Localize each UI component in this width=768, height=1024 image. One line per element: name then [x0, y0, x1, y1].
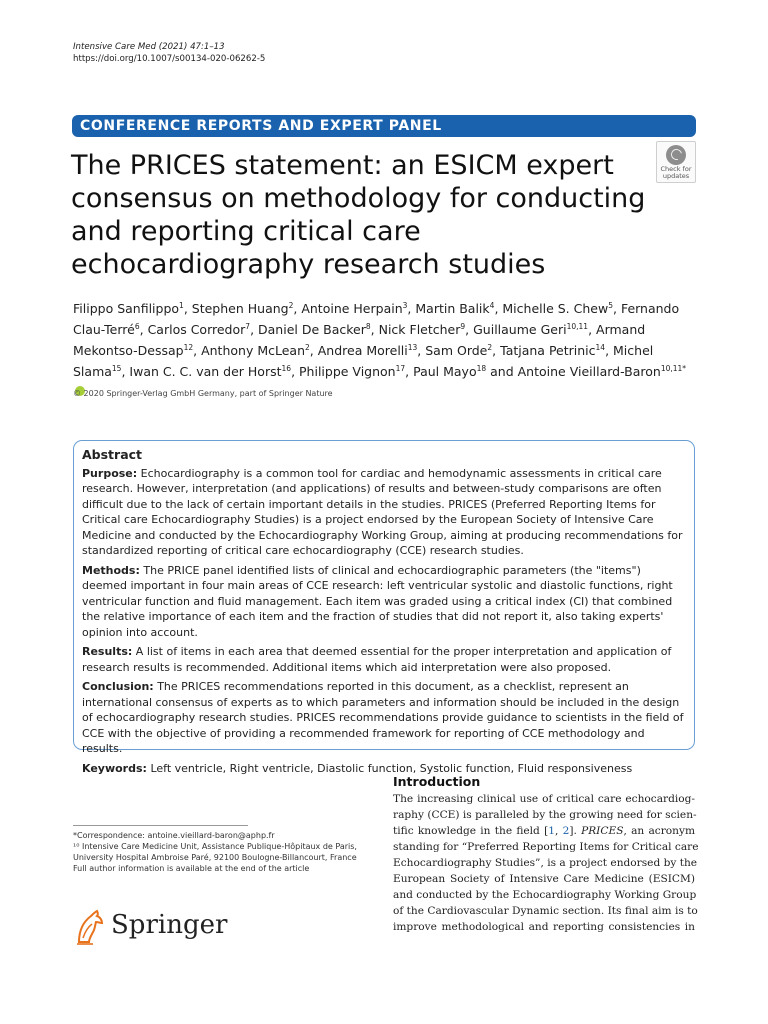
abstract-keywords — [82, 761, 688, 777]
check-badge-line2: updates — [662, 172, 690, 180]
affiliation-10-line1: ¹⁰ Intensive Care Medicine Unit, Assistance Publique-Hôpitaux de Paris, — [73, 842, 357, 851]
abstract-purpose — [82, 466, 688, 559]
introduction-heading: Introduction — [393, 774, 481, 789]
intro-line: European Society of Intensive Care Medicine (ESICM) — [393, 873, 695, 885]
author-affiliation: 6 — [134, 322, 140, 332]
author-name[interactable]: Nick Fletcher — [378, 322, 461, 338]
footnote-divider — [73, 825, 248, 826]
author-affiliation: 4 — [489, 301, 495, 310]
intro-line: and conducted by the Echocardiography Working Group — [393, 889, 697, 901]
results-label: Results: — [82, 645, 133, 658]
author-name[interactable]: Anthony McLean — [201, 343, 305, 359]
journal-header — [73, 41, 265, 65]
author-name[interactable]: Daniel De Backer — [258, 322, 366, 338]
author-affiliation: 8 — [365, 322, 371, 332]
author-name[interactable]: Filippo Sanfilippo — [73, 301, 180, 317]
footnotes — [73, 830, 357, 874]
intro-line: Echocardiography Studies”, is a project endorsed by the — [393, 857, 698, 869]
citation-link[interactable]: 1 — [548, 825, 555, 837]
author-name[interactable]: Tatjana Petrinic — [500, 343, 596, 359]
keywords-label: Keywords: — [82, 761, 147, 775]
author-affiliation: 1 — [179, 301, 184, 310]
intro-line: The increasing clinical use of critical care echocardiog- — [393, 793, 695, 805]
author-name[interactable]: Antoine Herpain — [301, 301, 403, 317]
purpose-label: Purpose: — [82, 466, 138, 480]
author-affiliation: 10,11* — [660, 364, 687, 374]
intro-line: of the Cardiovascular Dynamic section. Its final aim is to — [393, 905, 698, 917]
author-name[interactable]: Philippe Vignon — [299, 364, 396, 380]
doi-link[interactable]: https://doi.org/10.1007/s00134-020-06262-5 — [73, 54, 266, 64]
prices-acronym: PRICES — [581, 825, 624, 837]
check-badge-line1: Check for — [660, 165, 692, 173]
author-affiliation: 17 — [395, 364, 406, 374]
journal-citation: Intensive Care Med (2021) 47:1–13 — [73, 42, 225, 52]
author-name[interactable]: Andrea Morelli — [317, 343, 408, 359]
author-name[interactable]: Paul Mayo — [413, 364, 477, 380]
author-name[interactable]: Stephen Huang — [191, 301, 289, 317]
abstract-methods — [82, 563, 688, 641]
author-name[interactable]: Carlos Corredor — [147, 322, 246, 338]
author-name[interactable]: Michelle S. Chew — [502, 301, 609, 317]
section-banner-label: CONFERENCE REPORTS AND EXPERT PANEL — [80, 118, 442, 134]
crossmark-icon — [666, 145, 686, 165]
springer-horse-logo — [73, 908, 107, 946]
intro-line: tific knowledge in the field [1, 2]. PRICES, an acronym — [393, 825, 695, 837]
and-word: and — [486, 364, 518, 380]
author-affiliation: 18 — [476, 364, 487, 374]
author-affiliation: 3 — [402, 301, 408, 310]
abstract-heading: Abstract — [82, 447, 143, 462]
keywords-text: Left ventricle, Right ventricle, Diastolic function, Systolic function, Fluid responsiveness — [150, 761, 633, 775]
author-affiliation: 5 — [608, 301, 613, 310]
author-affiliation: 12 — [183, 343, 194, 353]
author-name[interactable]: Armand Mekontso-Dessap — [73, 322, 646, 359]
check-for-updates-badge[interactable] — [656, 141, 696, 183]
author-affiliation: 14 — [595, 343, 606, 353]
author-affiliation: 15 — [111, 364, 122, 374]
results-text: A list of items in each area that deemed essential for the proper interpretation and application of research results is recommended. Additional items which aid interpretation were also proposed. — [82, 645, 672, 674]
citation-link[interactable]: 2 — [562, 825, 570, 837]
author-affiliation: 2 — [305, 343, 310, 353]
correspondence-email[interactable]: *Correspondence: antoine.vieillard-baron@aphp.fr — [73, 831, 275, 840]
author-affiliation: 7 — [245, 322, 251, 332]
purpose-text: Echocardiography is a common tool for cardiac and hemodynamic assessments in critical care research. However, interpretation (and applications) of results and between-study comparisons are often difficult due to the lack of certain important details in the studies. PRICES (Preferred Reporting Items for Critical care Echocardiography Studies) is a project endorsed by the European Society of Intensive Care Medicine and conducted by the Echocardiography Working Group, aiming at producing recommendations for standardized reporting of critical care echocardiography (CCE) research studies. — [82, 466, 683, 557]
author-name[interactable]: Fernando Clau-Terré — [73, 301, 680, 338]
abstract-results — [82, 644, 688, 675]
intro-line: raphy (CCE) is paralleled by the growing need for scien- — [393, 809, 697, 821]
author-name[interactable]: Iwan C. C. van der Horst — [129, 364, 282, 380]
intro-line: standing for “Preferred Reporting Items for Critical care — [393, 841, 699, 853]
full-author-info-note: Full author information is available at the end of the article — [73, 864, 310, 873]
author-name[interactable]: Michel Slama — [73, 343, 654, 380]
author-affiliation: 10,11 — [566, 322, 589, 332]
author-affiliation: 2 — [288, 301, 294, 310]
copyright-notice: © 2020 Springer-Verlag GmbH Germany, part of Springer Nature — [73, 389, 333, 398]
author-list: Filippo Sanfilippo$^1$, Stephen Huang$^2$, Antoine Herpain$^3$, Martin Balik$^4$, Michelle S. Chew$^5$, Fernando Clau-Terré$^6$, Carlos Corredor$^7$, Daniel De Backer$^8$, Nick Fletcher$^9$, Guillaume Geri$^{10,11}$, Armand Mekontso-Dessap$^{12}$, Anthony McLean$^2$, Andrea Morelli$^{13}$, Sam Orde$^2$, Tatjana Petrinic$^{14}$, Michel Slama$^{15}$, Iwan C. C. van der Horst$^{16}$, Philippe Vignon$^{17}$, Paul Mayo$^{18}$ and Antoine Vieillard-Baron$^{10,11*}$ — [73, 297, 698, 400]
affiliation-10-line2: University Hospital Ambroise Paré, 92100 Boulogne-Billancourt, France — [73, 853, 357, 862]
methods-label: Methods: — [82, 563, 140, 577]
author-affiliation: 9 — [460, 322, 466, 332]
author-affiliation: 2 — [487, 343, 493, 353]
conclusion-label: Conclusion: — [82, 680, 154, 693]
article-title: The PRICES statement: an ESICM expert consensus on methodology for conducting and reporting critical care echocardiography research studies — [71, 150, 646, 280]
intro-line: improve methodological and reporting consistencies in — [393, 921, 695, 933]
conclusion-text: The PRICES recommendations reported in this document, as a checklist, represent an international consensus of experts as to which parameters and information should be included in the design of echocardiography research studies. PRICES recommendations provide guidance to scientists in the field of CCE with the objective of providing a recommended framework for reporting of CCE methodology and results. — [82, 680, 684, 755]
author-affiliation: 13 — [407, 343, 418, 353]
author-name[interactable]: Guillaume Geri — [473, 322, 567, 338]
abstract-box — [73, 440, 695, 775]
springer-wordmark: Springer — [111, 910, 228, 940]
methods-text: The PRICE panel identified lists of clinical and echocardiographic parameters (the "items") deemed important in four main areas of CCE research: left ventricular systolic and diastolic functions, right ventricular function and fluid management. Each item was graded using a critical index (CI) that combined the relative importance of each item and the fraction of studies that did not report it, also taking experts' opinion into account. — [82, 563, 673, 639]
author-name[interactable]: Martin Balik — [415, 301, 490, 317]
author-name[interactable]: Antoine Vieillard-Baron — [517, 364, 661, 380]
introduction-body — [393, 791, 699, 935]
springer-logo — [73, 908, 228, 950]
author-affiliation: 16 — [281, 364, 292, 374]
section-banner — [72, 115, 696, 137]
abstract-conclusion — [82, 679, 688, 757]
author-name[interactable]: Sam Orde — [425, 343, 488, 359]
